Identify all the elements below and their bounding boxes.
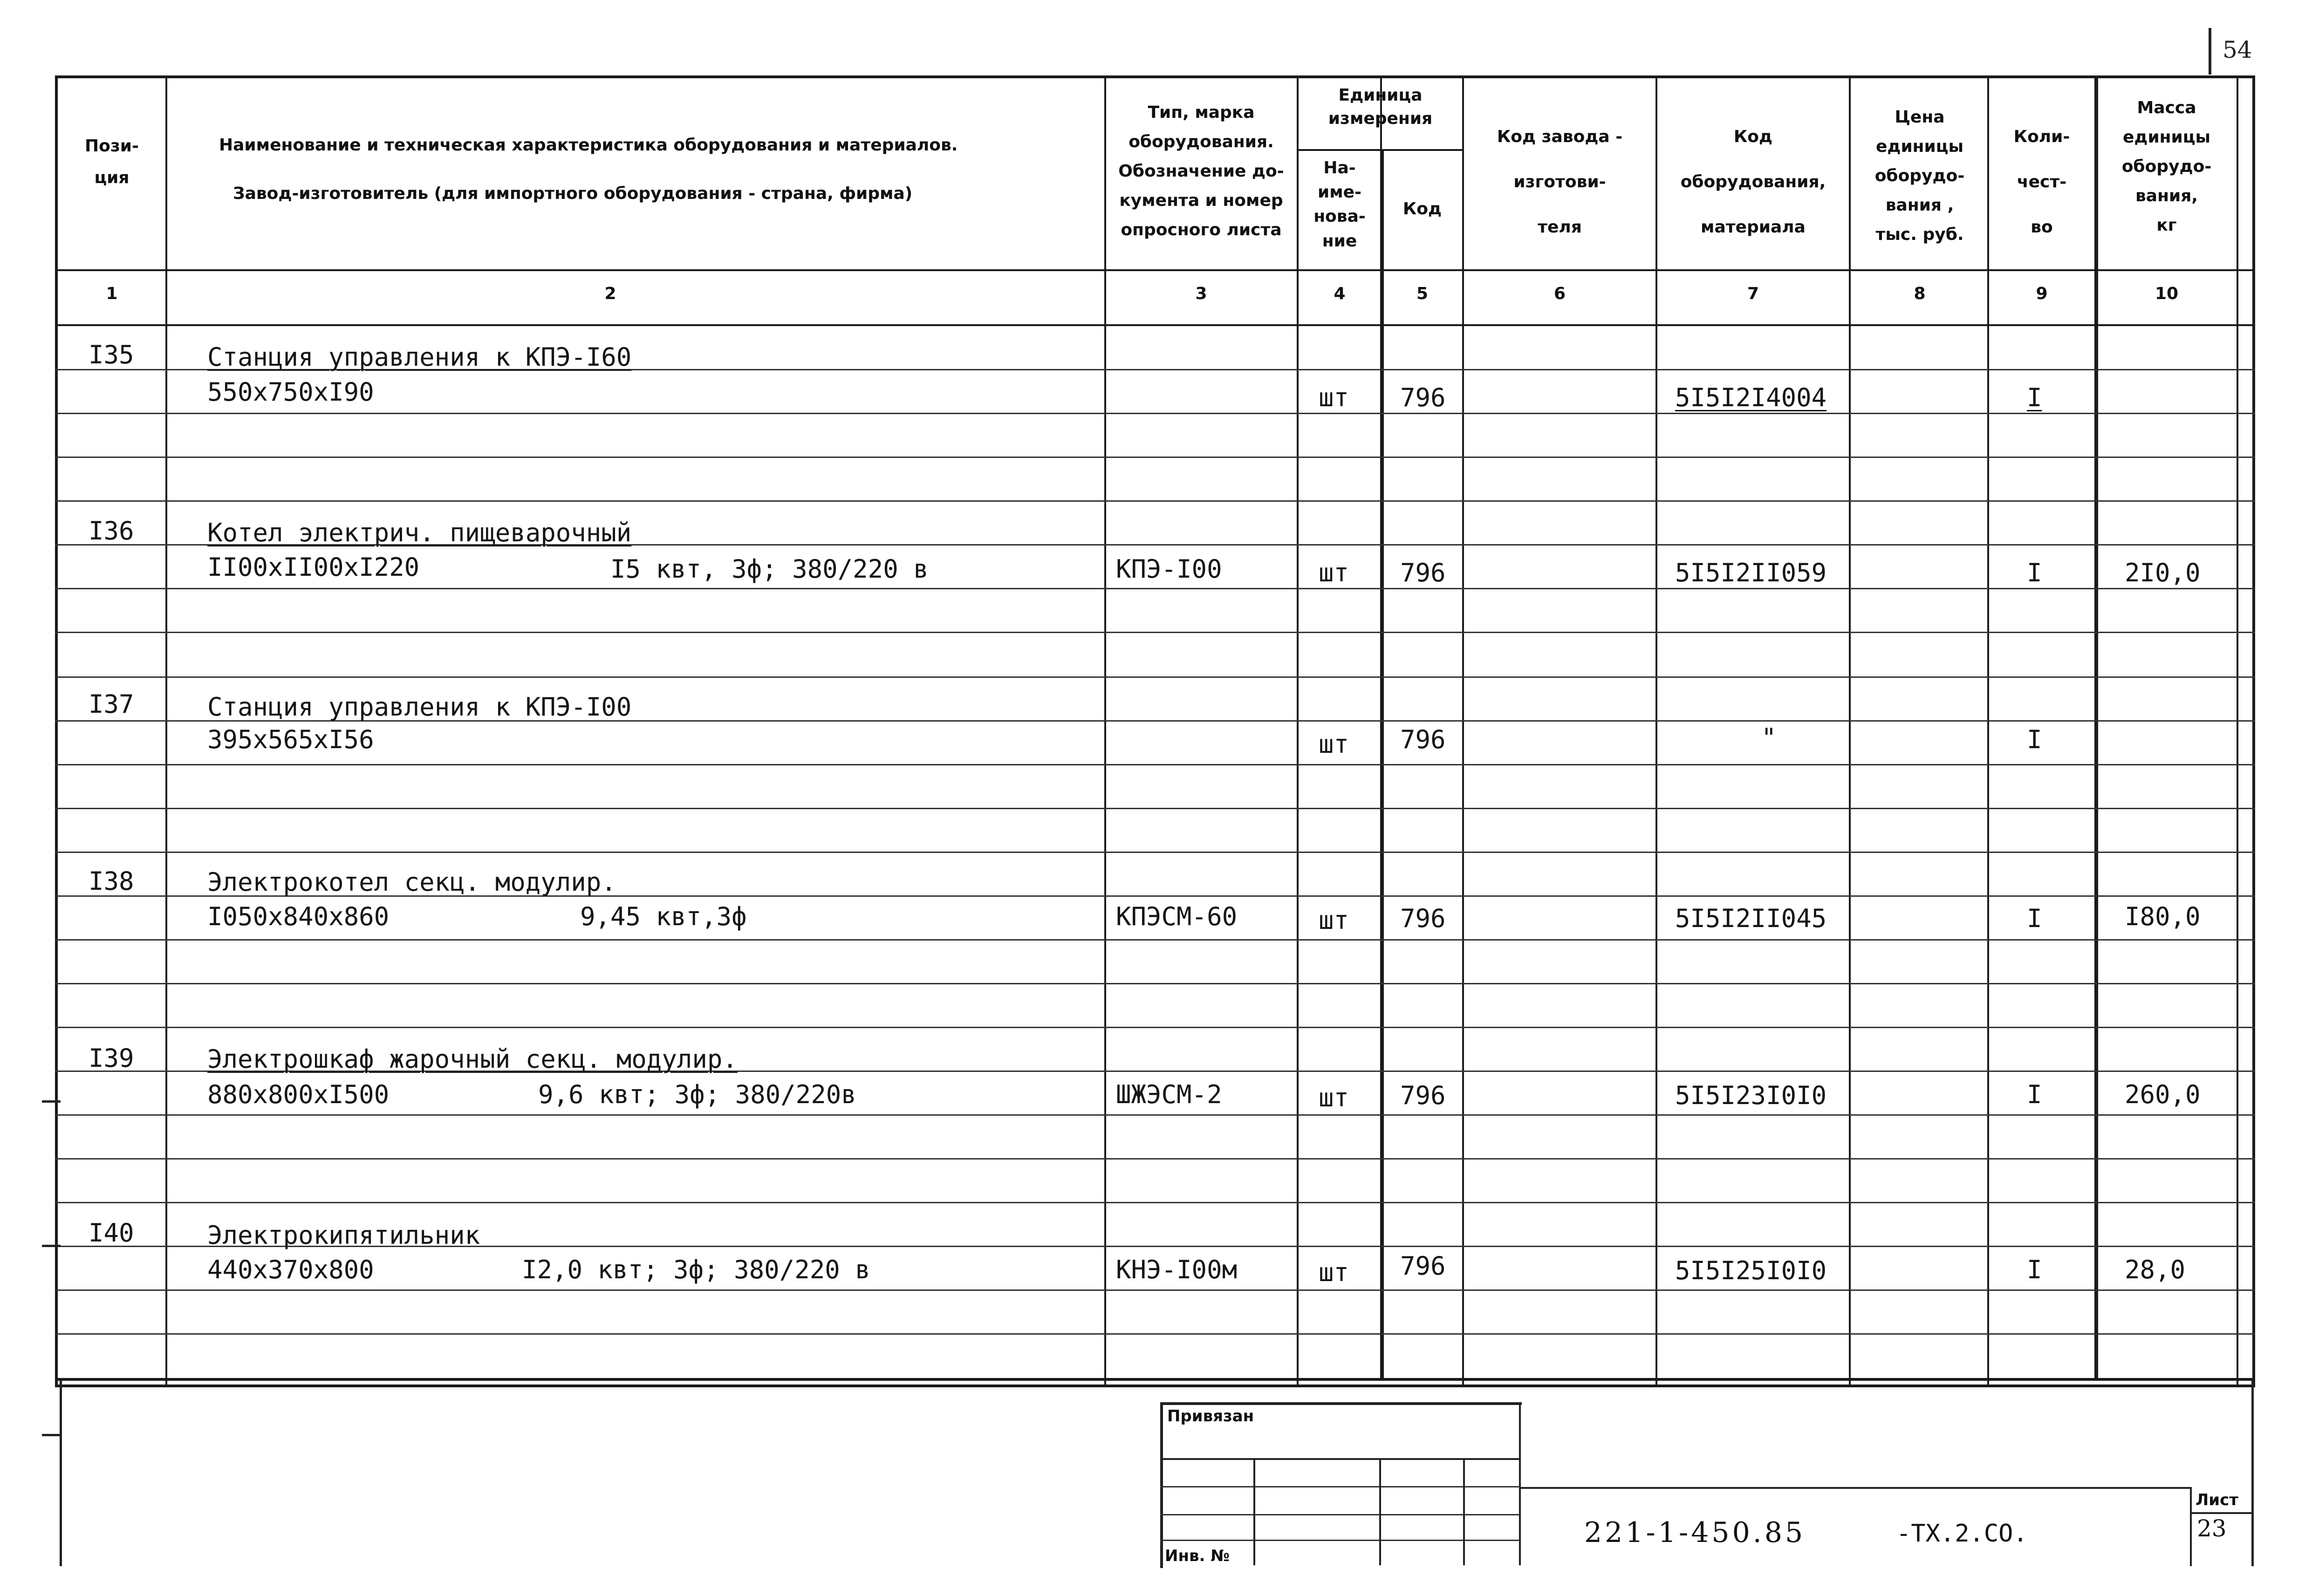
row-type: КПЭ-I00 <box>1116 554 1222 584</box>
row-name: Электрошкаф жарочный секц. модулир. <box>207 1044 738 1074</box>
header-bottom-line <box>55 269 2255 271</box>
column-number: 7 <box>1747 284 1759 303</box>
row-line <box>55 764 2255 765</box>
row-equipment-code: 5I5I2II045 <box>1675 904 1827 933</box>
row-unit: шт <box>1319 383 1349 412</box>
column-number: 1 <box>106 284 118 303</box>
col-divider <box>1849 75 1851 1387</box>
row-unit-code: 796 <box>1400 383 1446 412</box>
frame-tick <box>42 1245 61 1247</box>
header-price: Цена единицы оборудо- вания , тыс. руб. <box>1874 108 1965 244</box>
row-unit-code: 796 <box>1400 904 1446 933</box>
row-spec: I5 квт, 3ф; 380/220 в <box>610 554 929 584</box>
row-quantity: I <box>2027 383 2042 412</box>
row-line <box>55 1114 2255 1116</box>
column-number: 5 <box>1416 284 1429 303</box>
frame-right-border <box>2251 1380 2254 1566</box>
header-type: Тип, марка оборудования. Обозначение до- кумента и номер опросного листа <box>1118 103 1284 239</box>
frame-left-border <box>60 1380 62 1566</box>
row-line <box>55 457 2255 458</box>
header-unit-group: Единица измерения <box>1328 86 1433 129</box>
stamp-col <box>1253 1458 1255 1565</box>
stamp-line <box>1521 1487 2192 1489</box>
row-line <box>55 1158 2255 1159</box>
row-equipment-code: 5I5I2I4004 <box>1675 383 1827 412</box>
stamp-col <box>1379 1458 1381 1565</box>
equipment-table <box>55 75 2255 1387</box>
unit-group-divider <box>1297 149 1462 151</box>
row-line <box>55 1333 2255 1335</box>
row-line <box>55 676 2255 678</box>
row-name: Станция управления к КПЭ-I00 <box>207 692 632 722</box>
row-mass: 2I0,0 <box>2125 558 2201 587</box>
row-unit: шт <box>1319 906 1349 935</box>
row-spec: 9,45 квт,3ф <box>580 902 747 931</box>
row-equipment-code: " <box>1761 723 1777 752</box>
row-position: I38 <box>89 866 134 896</box>
column-number: 3 <box>1195 284 1207 303</box>
column-number: 8 <box>1914 284 1926 303</box>
row-dims: 880х800хI500 <box>207 1080 390 1109</box>
row-equipment-code: 5I5I25I0I0 <box>1675 1256 1827 1285</box>
row-unit: шт <box>1319 1083 1349 1112</box>
row-position: I39 <box>89 1044 134 1073</box>
stamp-line <box>2192 1512 2252 1514</box>
document-code: 221-1-450.85 <box>1584 1516 1806 1549</box>
table-bottom-line <box>55 1378 2255 1381</box>
stamp-line <box>1160 1540 1519 1541</box>
column-number: 2 <box>604 284 616 303</box>
stamp-line <box>1160 1486 1519 1487</box>
row-spec: 9,6 квт; 3ф; 380/220в <box>538 1080 856 1109</box>
row-line <box>55 983 2255 984</box>
row-mass: 260,0 <box>2125 1080 2201 1109</box>
column-number: 4 <box>1334 284 1346 303</box>
row-equipment-code: 5I5I23I0I0 <box>1675 1081 1827 1110</box>
row-type: КПЭСМ-60 <box>1116 902 1238 931</box>
row-spec: I2,0 квт; 3ф; 380/220 в <box>522 1255 870 1284</box>
header-equipment-code: Код оборудования, материала <box>1680 127 1826 237</box>
row-line <box>55 500 2255 502</box>
row-type: КНЭ-I00м <box>1116 1255 1238 1284</box>
col-divider <box>1297 75 1299 1387</box>
stamp-line <box>1160 1458 1519 1460</box>
row-quantity: I <box>2027 904 2042 933</box>
header-unit-code: Код <box>1402 199 1442 218</box>
row-dims: 395х565хI56 <box>207 725 374 754</box>
document-suffix: -ТХ.2.СО. <box>1896 1520 2028 1548</box>
row-line <box>55 1202 2255 1203</box>
frame-tick <box>42 1100 61 1103</box>
row-quantity: I <box>2027 558 2042 587</box>
row-name: Станция управления к КПЭ-I60 <box>207 342 632 372</box>
row-quantity: I <box>2027 1255 2042 1284</box>
col-divider <box>1104 75 1106 1387</box>
linked-label: Привязан <box>1167 1407 1254 1425</box>
stamp-col <box>1463 1458 1465 1565</box>
row-dims: 440х370х800 <box>207 1255 374 1284</box>
row-type: ШЖЭСМ-2 <box>1116 1080 1222 1109</box>
stamp-line <box>1160 1514 1519 1515</box>
row-dims: 550х750хI90 <box>207 377 374 407</box>
header-unit-name: На- име- нова- ние <box>1313 158 1366 251</box>
row-dims: I050х840х860 <box>207 902 390 931</box>
row-line <box>55 632 2255 633</box>
row-unit-code: 796 <box>1400 558 1446 587</box>
header-quantity: Коли- чест- во <box>2013 127 2070 237</box>
header-maker-code: Код завода - изготови- теля <box>1497 127 1623 237</box>
column-number: 9 <box>2036 284 2048 303</box>
column-number: 6 <box>1553 284 1566 303</box>
row-position: I37 <box>89 689 134 719</box>
row-line <box>55 939 2255 941</box>
stamp-col <box>2190 1487 2192 1566</box>
col-divider <box>1987 75 1989 1387</box>
col-divider <box>165 75 167 1387</box>
row-dims: II00хII00хI220 <box>207 552 420 582</box>
header-name: Наименование и техническая характеристика оборудования и материалов. Завод-изготовитель (для импортного оборудования - страна, фирма) <box>219 136 958 204</box>
column-number: 10 <box>2155 284 2179 303</box>
row-position: I36 <box>89 516 134 546</box>
row-position: I40 <box>89 1218 134 1248</box>
row-quantity: I <box>2027 1080 2042 1109</box>
frame-tick <box>42 1434 61 1436</box>
row-line <box>55 1027 2255 1028</box>
row-position: I35 <box>89 340 134 369</box>
sheet-number: 23 <box>2197 1515 2227 1542</box>
row-name: Котел электрич. пищеварочный <box>207 518 632 547</box>
row-unit: шт <box>1319 558 1349 587</box>
col-divider <box>2237 75 2238 1387</box>
title-block <box>1160 1402 1522 1568</box>
row-name: Электрокипятильник <box>207 1221 480 1250</box>
row-mass: 28,0 <box>2125 1255 2186 1284</box>
row-equipment-code: 5I5I2II059 <box>1675 558 1827 587</box>
inventory-label: Инв. № <box>1165 1547 1230 1565</box>
row-line <box>55 1289 2255 1291</box>
row-line <box>55 588 2255 589</box>
row-line <box>55 808 2255 809</box>
col-divider <box>1655 75 1657 1387</box>
row-unit: шт <box>1319 1258 1349 1287</box>
row-unit-code: 796 <box>1400 1251 1446 1281</box>
row-unit-code: 796 <box>1400 1081 1446 1110</box>
colnum-bottom-line <box>55 324 2255 326</box>
row-line <box>55 413 2255 414</box>
row-quantity: I <box>2027 725 2042 754</box>
row-mass: I80,0 <box>2125 902 2201 931</box>
row-name: Электрокотел секц. модулир. <box>207 867 616 897</box>
row-unit: шт <box>1319 730 1349 759</box>
row-unit-code: 796 <box>1400 725 1446 754</box>
sheet-label: Лист <box>2196 1491 2238 1509</box>
row-line <box>55 852 2255 853</box>
stamp-col <box>1519 1402 1521 1565</box>
page-number: 54 <box>2223 36 2252 63</box>
col-divider <box>1462 75 1464 1387</box>
header-position: Пози- ция <box>85 136 139 188</box>
header-mass: Масса единицы оборудо- вания, кг <box>2121 98 2212 235</box>
